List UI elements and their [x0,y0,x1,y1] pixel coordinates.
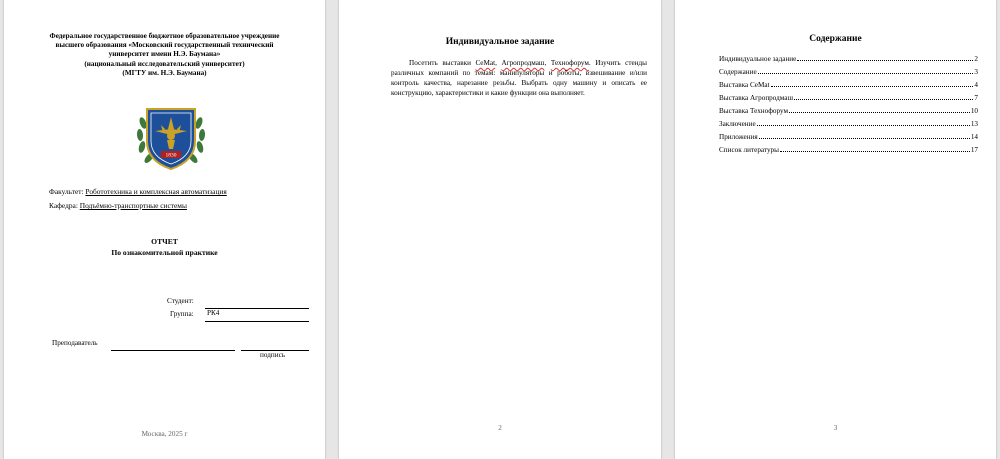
report-heading [4,236,325,258]
toc-leader [759,138,970,139]
university-crest-icon [133,103,209,171]
department-value: Подъёмно-транспортные системы [79,201,187,210]
title-page[interactable] [4,0,325,459]
toc-item-page: 17 [970,146,978,154]
exhibition-technoforum: Технофорум [550,59,589,67]
toc-leader [758,73,974,74]
toc-item[interactable] [719,81,978,94]
toc-item-page: 3 [974,68,978,76]
assignment-text-start: Посетить выставки [409,59,476,67]
assignment-text [391,58,647,98]
toc-item[interactable] [719,133,978,146]
separator: , [495,59,502,67]
header-line: (МГТУ им. Н.Э. Баумана) [122,68,207,77]
department-line [49,201,187,210]
toc-item[interactable] [719,107,978,120]
page-number: 2 [498,424,502,432]
contents-page[interactable] [675,0,996,459]
header-line: университет имени Н.Э. Баумана» [108,50,221,59]
institution-header [4,32,325,78]
contents-title: Содержание [809,34,862,44]
toc-item[interactable] [719,120,978,133]
toc-item-page: 10 [970,107,978,115]
header-line: высшего образования «Московский государственный технический [55,41,274,50]
header-line: (национальный исследовательский университет) [84,59,245,68]
city-year: Москва, 2025 г [141,430,188,438]
toc-item-title: Выставка CeMat [719,81,770,89]
exhibition-agroprodmash: Агропродмаш [501,59,545,67]
toc-item-page: 2 [974,55,978,63]
toc-item-page: 13 [970,120,978,128]
toc-item[interactable] [719,146,978,159]
toc-leader [789,112,970,113]
department-label: Кафедра: [49,201,78,210]
toc-leader [771,86,974,87]
student-label: Студент: [167,297,194,305]
toc-item-title: Заключение [719,120,756,128]
toc-leader [797,60,973,61]
exhibition-cemat: CeMat [475,59,496,67]
toc-item-page: 14 [970,133,978,141]
toc-item-title: Содержание [719,68,757,76]
toc-item[interactable] [719,94,978,107]
toc-item-page: 4 [974,81,978,89]
assignment-title: Индивидуальное задание [445,37,555,47]
table-of-contents [719,55,978,159]
header-line: Федеральное государственное бюджетное образовательное учреждение [49,32,280,40]
toc-item-title: Приложения [719,133,758,141]
group-line [205,321,309,322]
student-line [205,308,309,309]
assignment-text-rest: . Изучить стенды различных компаний по темам: манипуляторы и роботы, взвешивание и/или контроль качества, нарезание резьбы. Выбрать одну машину и описать ее конструкцию, характеристики и какие функции она выполняет. [391,59,648,98]
crest-year: 1830 [165,152,177,159]
report-subtitle: По ознакомительной практике [111,248,218,257]
faculty-line [49,187,227,196]
faculty-label: Факультет: [49,187,84,196]
toc-item-title: Выставка Технофорум [719,107,789,115]
toc-leader [794,99,973,100]
teacher-name-line [111,350,235,351]
assignment-page[interactable] [339,0,661,459]
toc-item-title: Список литературы [719,146,779,154]
toc-leader [780,151,970,152]
report-title: ОТЧЕТ [151,237,178,246]
toc-item-title: Индивидуальное задание [719,55,797,63]
separator: , [544,59,551,67]
toc-item-title: Выставка Агропродмаш [719,94,794,102]
toc-leader [757,125,970,126]
faculty-value: Робототехника и комплексная автоматизация [85,187,227,196]
toc-item-page: 7 [974,94,978,102]
teacher-label: Преподаватель [52,339,98,347]
signature-label: подпись [260,351,286,359]
page-number: 3 [833,424,838,432]
group-value: РК4 [207,309,220,317]
toc-item[interactable] [719,55,978,68]
toc-item[interactable] [719,68,978,81]
group-label: Группа: [170,310,194,318]
